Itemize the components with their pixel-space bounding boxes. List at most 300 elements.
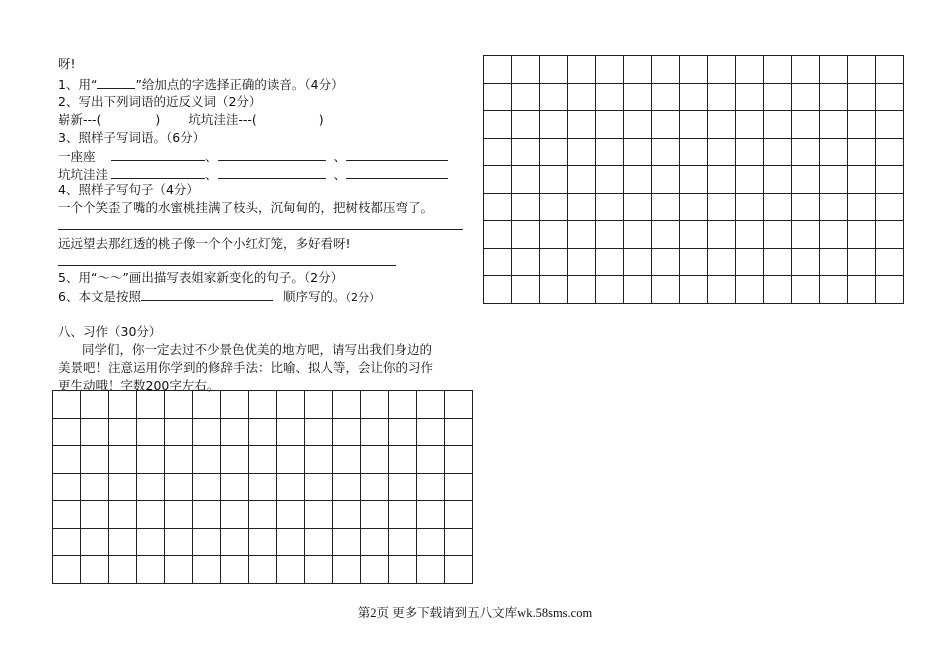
grid-cell[interactable]: [764, 166, 792, 194]
grid-cell[interactable]: [221, 501, 249, 529]
grid-cell[interactable]: [249, 473, 277, 501]
grid-row: [484, 248, 904, 276]
grid-cell[interactable]: [680, 221, 708, 249]
grid-cell[interactable]: [221, 446, 249, 474]
grid-cell[interactable]: [624, 166, 652, 194]
grid-cell[interactable]: [652, 83, 680, 111]
grid-cell[interactable]: [652, 221, 680, 249]
grid-cell[interactable]: [792, 221, 820, 249]
grid-row: [53, 418, 473, 446]
grid-row: [484, 111, 904, 139]
grid-cell[interactable]: [109, 446, 137, 474]
grid-cell[interactable]: [680, 166, 708, 194]
grid-cell[interactable]: [876, 193, 904, 221]
grid-cell[interactable]: [652, 248, 680, 276]
grid-cell[interactable]: [820, 248, 848, 276]
grid-cell[interactable]: [568, 193, 596, 221]
grid-cell[interactable]: [512, 193, 540, 221]
grid-row: [53, 446, 473, 474]
grid-cell[interactable]: [596, 56, 624, 84]
answer-blank[interactable]: [111, 148, 205, 161]
grid-cell[interactable]: [708, 276, 736, 304]
question-6: [58, 288, 380, 306]
answer-blank[interactable]: [141, 288, 273, 301]
grid-cell[interactable]: [540, 138, 568, 166]
grid-cell[interactable]: [53, 528, 81, 556]
grid-cell[interactable]: [540, 193, 568, 221]
grid-cell[interactable]: [848, 56, 876, 84]
grid-cell[interactable]: [109, 473, 137, 501]
separator: 、: [333, 167, 347, 182]
question-5: 5、用“～～”画出描写表姐家新变化的句子。（2分）: [58, 270, 344, 285]
grid-cell[interactable]: [484, 111, 512, 139]
question-4-title: 4、照样子写句子（4分）: [58, 182, 199, 197]
page-footer: 第2页 更多下载请到五八文库wk.58sms.com: [357, 606, 593, 620]
grid-cell[interactable]: [512, 111, 540, 139]
grid-cell[interactable]: [624, 56, 652, 84]
grid-cell[interactable]: [568, 111, 596, 139]
grid-cell[interactable]: [361, 528, 389, 556]
question-4-sentence2: 远远望去那红透的桃子像一个个小红灯笼，多好看呀!: [58, 236, 351, 251]
grid-cell[interactable]: [568, 56, 596, 84]
grid-cell[interactable]: [764, 221, 792, 249]
q2-item2-after: ): [318, 112, 324, 127]
grid-cell[interactable]: [736, 166, 764, 194]
grid-cell[interactable]: [708, 221, 736, 249]
question-6-prefix: 6、本文是按照: [58, 289, 141, 304]
grid-cell[interactable]: [165, 501, 193, 529]
grid-cell[interactable]: [389, 446, 417, 474]
grid-cell[interactable]: [417, 473, 445, 501]
grid-cell[interactable]: [361, 418, 389, 446]
grid-cell[interactable]: [736, 276, 764, 304]
grid-cell[interactable]: [137, 556, 165, 584]
grid-cell[interactable]: [736, 248, 764, 276]
q2-item1-before: 崭新---(: [58, 112, 102, 127]
grid-cell[interactable]: [708, 56, 736, 84]
grid-cell[interactable]: [624, 248, 652, 276]
grid-cell[interactable]: [848, 248, 876, 276]
grid-cell[interactable]: [81, 528, 109, 556]
grid-cell[interactable]: [417, 418, 445, 446]
question-1-suffix: ”给加点的字选择正确的读音。（4分）: [135, 77, 344, 92]
q2-item1-after: ): [155, 112, 161, 127]
essay-prompt-line3: 更生动哦！字数200字左右。: [58, 378, 220, 393]
grid-cell[interactable]: [109, 391, 137, 419]
grid-cell[interactable]: [792, 166, 820, 194]
grid-cell[interactable]: [792, 111, 820, 139]
grid-cell[interactable]: [624, 221, 652, 249]
essay-prompt-line1: 同学们，你一定去过不少景色优美的地方吧，请写出我们身边的: [82, 342, 433, 357]
grid-cell[interactable]: [389, 556, 417, 584]
answer-blank[interactable]: [346, 166, 448, 179]
grid-cell[interactable]: [389, 391, 417, 419]
grid-cell[interactable]: [193, 473, 221, 501]
grid-cell[interactable]: [277, 473, 305, 501]
grid-cell[interactable]: [568, 221, 596, 249]
grid-cell[interactable]: [445, 391, 473, 419]
grid-cell[interactable]: [137, 391, 165, 419]
question-6-score: （2分）: [345, 291, 380, 304]
grid-cell[interactable]: [652, 166, 680, 194]
grid-cell[interactable]: [848, 193, 876, 221]
answer-blank[interactable]: [218, 166, 326, 179]
question-2-items: [58, 112, 324, 128]
grid-cell[interactable]: [512, 138, 540, 166]
grid-cell[interactable]: [165, 418, 193, 446]
grid-cell[interactable]: [596, 193, 624, 221]
grid-cell[interactable]: [165, 473, 193, 501]
grid-cell[interactable]: [736, 56, 764, 84]
grid-cell[interactable]: [305, 528, 333, 556]
grid-cell[interactable]: [540, 276, 568, 304]
grid-cell[interactable]: [81, 473, 109, 501]
grid-cell[interactable]: [540, 83, 568, 111]
grid-row: [484, 166, 904, 194]
grid-cell[interactable]: [596, 248, 624, 276]
grid-cell[interactable]: [540, 166, 568, 194]
grid-row: [53, 391, 473, 419]
answer-line[interactable]: [58, 229, 463, 230]
grid-cell[interactable]: [484, 193, 512, 221]
grid-cell[interactable]: [137, 446, 165, 474]
grid-cell[interactable]: [193, 446, 221, 474]
writing-grid-left[interactable]: [52, 390, 473, 584]
grid-cell[interactable]: [305, 418, 333, 446]
grid-cell[interactable]: [764, 138, 792, 166]
grid-cell[interactable]: [333, 446, 361, 474]
grid-cell[interactable]: [81, 418, 109, 446]
grid-cell[interactable]: [820, 83, 848, 111]
grid-cell[interactable]: [389, 418, 417, 446]
grid-cell[interactable]: [361, 446, 389, 474]
grid-cell[interactable]: [221, 473, 249, 501]
grid-cell[interactable]: [53, 501, 81, 529]
grid-cell[interactable]: [81, 556, 109, 584]
grid-cell[interactable]: [680, 138, 708, 166]
grid-cell[interactable]: [137, 473, 165, 501]
grid-cell[interactable]: [848, 276, 876, 304]
question-6-suffix: 顺序写的。: [282, 289, 346, 304]
grid-cell[interactable]: [708, 248, 736, 276]
grid-cell[interactable]: [333, 418, 361, 446]
writing-grid-right[interactable]: [483, 55, 904, 304]
grid-cell[interactable]: [484, 276, 512, 304]
grid-cell[interactable]: [624, 276, 652, 304]
grid-cell[interactable]: [792, 83, 820, 111]
grid-cell[interactable]: [540, 56, 568, 84]
grid-cell[interactable]: [193, 391, 221, 419]
grid-cell[interactable]: [109, 528, 137, 556]
grid-cell[interactable]: [333, 556, 361, 584]
question-4-sentence1: 一个个笑歪了嘴的水蜜桃挂满了枝头，沉甸甸的，把树枝都压弯了。: [58, 200, 434, 215]
grid-cell[interactable]: [568, 166, 596, 194]
grid-cell[interactable]: [820, 138, 848, 166]
grid-cell[interactable]: [736, 193, 764, 221]
grid-cell[interactable]: [652, 56, 680, 84]
grid-cell[interactable]: [305, 446, 333, 474]
grid-cell[interactable]: [512, 56, 540, 84]
grid-cell[interactable]: [445, 556, 473, 584]
grid-cell[interactable]: [249, 501, 277, 529]
grid-cell[interactable]: [333, 528, 361, 556]
grid-cell[interactable]: [333, 473, 361, 501]
grid-cell[interactable]: [249, 418, 277, 446]
grid-cell[interactable]: [417, 446, 445, 474]
grid-cell[interactable]: [624, 193, 652, 221]
grid-cell[interactable]: [165, 556, 193, 584]
grid-row: [484, 83, 904, 111]
grid-cell[interactable]: [596, 83, 624, 111]
answer-blank[interactable]: [346, 148, 448, 161]
grid-cell[interactable]: [193, 418, 221, 446]
grid-cell[interactable]: [305, 391, 333, 419]
grid-cell[interactable]: [680, 276, 708, 304]
grid-cell[interactable]: [568, 83, 596, 111]
grid-cell[interactable]: [249, 446, 277, 474]
grid-cell[interactable]: [764, 83, 792, 111]
grid-cell[interactable]: [333, 501, 361, 529]
grid-cell[interactable]: [792, 56, 820, 84]
answer-blank[interactable]: [97, 76, 135, 89]
grid-row: [484, 221, 904, 249]
grid-cell[interactable]: [512, 83, 540, 111]
question-2-title: 2、写出下列词语的近反义词（2分）: [58, 94, 262, 109]
grid-row: [53, 556, 473, 584]
grid-cell[interactable]: [680, 248, 708, 276]
grid-cell[interactable]: [81, 501, 109, 529]
grid-cell[interactable]: [792, 138, 820, 166]
grid-cell[interactable]: [137, 528, 165, 556]
grid-cell[interactable]: [652, 138, 680, 166]
grid-cell[interactable]: [333, 391, 361, 419]
grid-cell[interactable]: [484, 166, 512, 194]
grid-cell[interactable]: [81, 391, 109, 419]
grid-cell[interactable]: [848, 166, 876, 194]
grid-cell[interactable]: [361, 391, 389, 419]
grid-cell[interactable]: [445, 418, 473, 446]
grid-cell[interactable]: [736, 83, 764, 111]
grid-cell[interactable]: [540, 221, 568, 249]
grid-cell[interactable]: [680, 193, 708, 221]
grid-cell[interactable]: [165, 528, 193, 556]
grid-cell[interactable]: [596, 276, 624, 304]
grid-cell[interactable]: [652, 276, 680, 304]
grid-cell[interactable]: [81, 446, 109, 474]
grid-cell[interactable]: [736, 221, 764, 249]
grid-cell[interactable]: [764, 248, 792, 276]
grid-row: [484, 193, 904, 221]
separator: 、: [333, 149, 347, 164]
grid-cell[interactable]: [249, 528, 277, 556]
grid-cell[interactable]: [109, 501, 137, 529]
question-3-row2: [58, 166, 448, 183]
grid-cell[interactable]: [221, 418, 249, 446]
grid-cell[interactable]: [277, 391, 305, 419]
grid-cell[interactable]: [568, 276, 596, 304]
grid-cell[interactable]: [708, 193, 736, 221]
essay-title: 八、习作（30分）: [58, 324, 162, 339]
essay-prompt-line2: 美景吧！注意运用你学到的修辞手法：比喻、拟人等，会让你的习作: [58, 360, 434, 375]
grid-cell[interactable]: [848, 111, 876, 139]
grid-cell[interactable]: [193, 501, 221, 529]
grid-cell[interactable]: [680, 111, 708, 139]
separator: 、: [205, 149, 218, 164]
question-1-prefix: 1、用“: [58, 77, 98, 92]
grid-cell[interactable]: [876, 248, 904, 276]
grid-cell[interactable]: [876, 56, 904, 84]
grid-cell[interactable]: [445, 528, 473, 556]
grid-cell[interactable]: [764, 111, 792, 139]
grid-cell[interactable]: [820, 166, 848, 194]
grid-cell[interactable]: [249, 556, 277, 584]
grid-cell[interactable]: [876, 83, 904, 111]
grid-cell[interactable]: [277, 556, 305, 584]
grid-cell[interactable]: [249, 391, 277, 419]
grid-cell[interactable]: [624, 138, 652, 166]
grid-row: [53, 501, 473, 529]
grid-cell[interactable]: [540, 111, 568, 139]
grid-row: [53, 473, 473, 501]
grid-cell[interactable]: [277, 501, 305, 529]
grid-row: [53, 528, 473, 556]
grid-cell[interactable]: [820, 111, 848, 139]
answer-blank[interactable]: [218, 148, 326, 161]
grid-cell[interactable]: [417, 528, 445, 556]
grid-cell[interactable]: [848, 83, 876, 111]
grid-row: [484, 276, 904, 304]
grid-cell[interactable]: [53, 473, 81, 501]
grid-cell[interactable]: [596, 111, 624, 139]
grid-cell[interactable]: [512, 276, 540, 304]
grid-cell[interactable]: [792, 193, 820, 221]
grid-cell[interactable]: [708, 166, 736, 194]
grid-cell[interactable]: [53, 391, 81, 419]
grid-cell[interactable]: [277, 418, 305, 446]
grid-cell[interactable]: [876, 138, 904, 166]
grid-cell[interactable]: [484, 83, 512, 111]
grid-cell[interactable]: [736, 111, 764, 139]
grid-cell[interactable]: [764, 193, 792, 221]
grid-cell[interactable]: [540, 248, 568, 276]
question-3-row1: [58, 148, 448, 165]
grid-cell[interactable]: [109, 418, 137, 446]
q3-row1-label: 一座座: [58, 149, 96, 164]
grid-cell[interactable]: [596, 221, 624, 249]
grid-cell[interactable]: [389, 528, 417, 556]
answer-line[interactable]: [58, 265, 396, 266]
grid-row: [484, 56, 904, 84]
grid-cell[interactable]: [361, 473, 389, 501]
grid-cell[interactable]: [512, 166, 540, 194]
grid-cell[interactable]: [820, 193, 848, 221]
grid-cell[interactable]: [137, 501, 165, 529]
grid-cell[interactable]: [445, 501, 473, 529]
grid-cell[interactable]: [221, 391, 249, 419]
grid-cell[interactable]: [512, 248, 540, 276]
grid-cell[interactable]: [137, 418, 165, 446]
grid-cell[interactable]: [165, 446, 193, 474]
answer-blank[interactable]: [111, 166, 205, 179]
separator: 、: [205, 167, 218, 182]
grid-cell[interactable]: [305, 556, 333, 584]
grid-cell[interactable]: [165, 391, 193, 419]
grid-cell[interactable]: [221, 528, 249, 556]
grid-cell[interactable]: [484, 221, 512, 249]
grid-cell[interactable]: [624, 83, 652, 111]
grid-cell[interactable]: [876, 166, 904, 194]
grid-cell[interactable]: [53, 418, 81, 446]
grid-cell[interactable]: [445, 446, 473, 474]
grid-cell[interactable]: [305, 501, 333, 529]
grid-cell[interactable]: [764, 56, 792, 84]
grid-cell[interactable]: [820, 276, 848, 304]
grid-cell[interactable]: [484, 248, 512, 276]
grid-cell[interactable]: [652, 193, 680, 221]
question-1: [58, 76, 344, 93]
q3-row2-label: 坑坑洼洼: [58, 167, 109, 182]
grid-cell[interactable]: [848, 221, 876, 249]
grid-cell[interactable]: [193, 528, 221, 556]
grid-cell[interactable]: [876, 111, 904, 139]
grid-cell[interactable]: [876, 221, 904, 249]
grid-cell[interactable]: [277, 528, 305, 556]
grid-cell[interactable]: [680, 83, 708, 111]
grid-cell[interactable]: [417, 391, 445, 419]
grid-cell[interactable]: [680, 56, 708, 84]
grid-cell[interactable]: [389, 473, 417, 501]
grid-cell[interactable]: [568, 248, 596, 276]
grid-cell[interactable]: [596, 138, 624, 166]
grid-cell[interactable]: [445, 473, 473, 501]
grid-cell[interactable]: [361, 556, 389, 584]
grid-cell[interactable]: [221, 556, 249, 584]
grid-cell[interactable]: [652, 111, 680, 139]
grid-cell[interactable]: [848, 138, 876, 166]
grid-cell[interactable]: [277, 446, 305, 474]
grid-cell[interactable]: [708, 138, 736, 166]
grid-cell[interactable]: [361, 501, 389, 529]
q2-item2-before: 坑坑洼洼---(: [188, 112, 257, 127]
grid-cell[interactable]: [820, 56, 848, 84]
grid-cell[interactable]: [53, 556, 81, 584]
grid-cell[interactable]: [876, 276, 904, 304]
grid-cell[interactable]: [820, 221, 848, 249]
grid-cell[interactable]: [764, 276, 792, 304]
question-3-title: 3、照样子写词语。（6分）: [58, 130, 206, 145]
grid-cell[interactable]: [792, 276, 820, 304]
grid-cell[interactable]: [109, 556, 137, 584]
grid-cell[interactable]: [53, 446, 81, 474]
grid-cell[interactable]: [305, 473, 333, 501]
grid-cell[interactable]: [736, 138, 764, 166]
grid-cell[interactable]: [417, 556, 445, 584]
grid-cell[interactable]: [417, 501, 445, 529]
grid-cell[interactable]: [193, 556, 221, 584]
grid-cell[interactable]: [484, 56, 512, 84]
grid-cell[interactable]: [708, 111, 736, 139]
grid-cell[interactable]: [484, 138, 512, 166]
grid-cell[interactable]: [568, 138, 596, 166]
grid-cell[interactable]: [512, 221, 540, 249]
grid-row: [484, 138, 904, 166]
intro-tail: 呀!: [58, 56, 76, 71]
grid-cell[interactable]: [389, 501, 417, 529]
grid-cell[interactable]: [792, 248, 820, 276]
grid-cell[interactable]: [596, 166, 624, 194]
grid-cell[interactable]: [708, 83, 736, 111]
grid-cell[interactable]: [624, 111, 652, 139]
